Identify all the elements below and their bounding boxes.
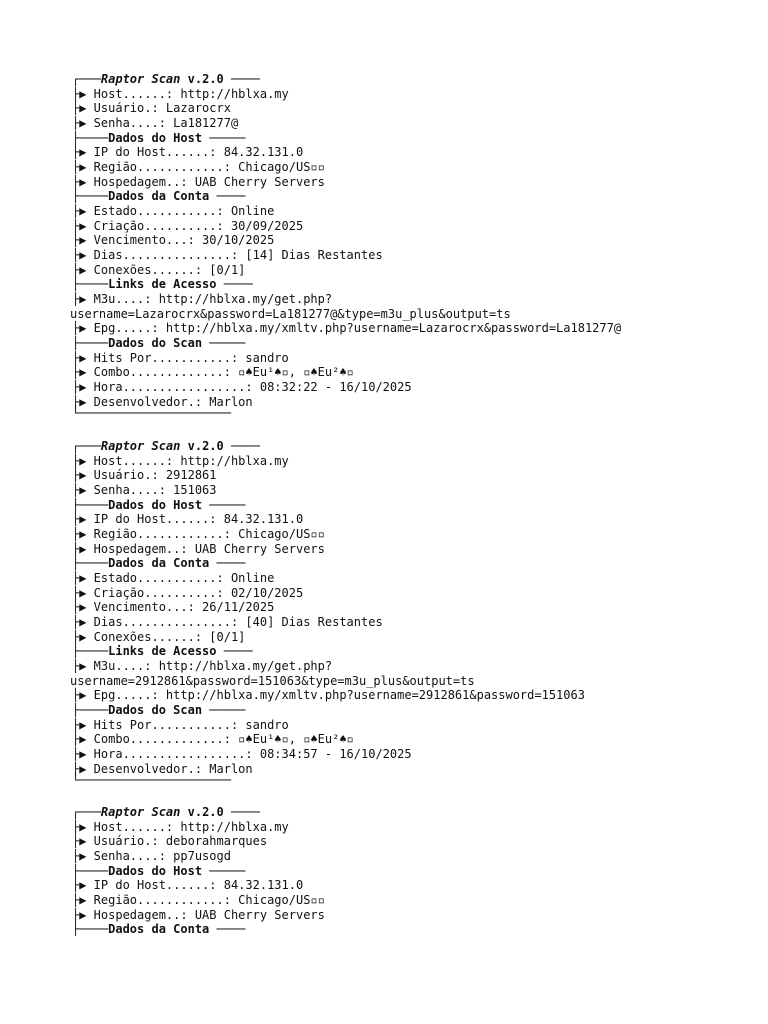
status-line: ▶ Estado...........: Online <box>79 204 275 219</box>
scan-title-version: v.2.0 <box>187 72 224 86</box>
expires-line: ▶ Vencimento...: 26/11/2025 <box>79 600 275 615</box>
ip-line: ▶ IP do Host......: 84.32.131.0 <box>79 878 304 893</box>
scan-record-1: ┌───Raptor Scan v.2.0 ──── ├▶ Host......: http://hblxa.my ├▶ Usuário.: Lazarocrx ├▶ Senha....: La181277@ ├────Dados do Host ───── ├▶ IP do Host......: 84.32.131.0 ├▶ Região............: Chicago/US▫▫ ├▶ Hospedagem..: UAB Cherry Servers ├────Dados da Conta ──── ├▶ Estado...........: Online ├▶ Criação..........: 30/09/2025 ├▶ Vencimento...: 30/10/2025 ├▶ Dias...............: [14] Dias Restantes ├▶ Conexões......: [0/1] ├────Links de Acesso ──── ├▶ M3u....: http://hblxa.my/get.php? username=Lazarocrx&password=La181277@&type=m3u_plus&output=ts ├▶ Epg.....: http://hblxa.my/xmltv.php?username=Lazarocrx&password=La181277@ ├────Dados do Scan ───── ├▶ Hits Por...........: sandro ├▶ Combo.............: ▫♠Eu¹♠▫, ▫♠Eu²♠▫ ├▶ Hora.................: 08:32:22 - 16/10/2025 ├▶ Desenvolvedor.: Marlon └───────────────────── <box>72 72 752 417</box>
scan-title: ┌───Raptor Scan v.2.0 ──── <box>72 439 260 453</box>
section-account-header: Dados da Conta <box>108 556 210 571</box>
box-bottom-border: └───────────────────── <box>72 406 231 421</box>
region-line: ▶ Região............: Chicago/US▫▫ <box>79 527 325 542</box>
scan-record-2: ┌───Raptor Scan v.2.0 ──── ├▶ Host......: http://hblxa.my ├▶ Usuário.: 2912861 ├▶ Senha....: 151063 ├────Dados do Host ───── ├▶ IP do Host......: 84.32.131.0 ├▶ Região............: Chicago/US▫▫ ├▶ Hospedagem..: UAB Cherry Servers ├────Dados da Conta ──── ├▶ Estado...........: Online ├▶ Criação..........: 02/10/2025 ├▶ Vencimento...: 26/11/2025 ├▶ Dias...............: [40] Dias Restantes ├▶ Conexões......: [0/1] ├────Links de Acesso ──── ├▶ M3u....: http://hblxa.my/get.php? username=2912861&password=151063&type=m3u_plus&output=ts ├▶ Epg.....: http://hblxa.my/xmltv.php?username=2912861&password=151063 ├────Dados do Scan ───── ├▶ Hits Por...........: sandro ├▶ Combo.............: ▫♠Eu¹♠▫, ▫♠Eu²♠▫ ├▶ Hora.................: 08:34:57 - 16/10/2025 ├▶ Desenvolvedor.: Marlon └───────────────────── <box>72 439 752 784</box>
box-bottom-border: └───────────────────── <box>72 773 231 788</box>
hosting-line: ▶ Hospedagem..: UAB Cherry Servers <box>79 907 325 922</box>
user-line: ▶ Usuário.: 2912861 <box>79 468 217 483</box>
scan-title-version: v.2.0 <box>187 439 224 453</box>
connections-line: ▶ Conexões......: [0/1] <box>79 262 246 277</box>
host-line: ▶ Host......: http://hblxa.my <box>79 86 289 101</box>
user-line: ▶ Usuário.: deborahmarques <box>79 834 268 849</box>
combo-line: ▶ Combo.............: ▫♠Eu¹♠▫, ▫♠Eu²♠▫ <box>79 365 354 380</box>
scan-title-name: Raptor Scan <box>100 805 181 819</box>
status-line: ▶ Estado...........: Online <box>79 571 275 586</box>
m3u-link-continuation: username=Lazarocrx&password=La181277@&type=m3u_plus&output=ts <box>70 306 511 321</box>
password-line: ▶ Senha....: La181277@ <box>79 116 239 131</box>
host-line: ▶ Host......: http://hblxa.my <box>79 453 289 468</box>
section-host-header: Dados do Host <box>108 497 203 512</box>
hosting-line: ▶ Hospedagem..: UAB Cherry Servers <box>79 541 325 556</box>
section-scan-header: Dados do Scan <box>108 703 203 718</box>
hits-line: ▶ Hits Por...........: sandro <box>79 717 289 732</box>
scan-title: ┌───Raptor Scan v.2.0 ──── <box>72 805 260 819</box>
scan-record-3: ┌───Raptor Scan v.2.0 ──── ├▶ Host......: http://hblxa.my ├▶ Usuário.: deborahmarques ├▶ Senha....: pp7usogd ├────Dados do Host ───── ├▶ IP do Host......: 84.32.131.0 ├▶ Região............: Chicago/US▫▫ ├▶ Hospedagem..: UAB Cherry Servers ├────Dados da Conta ──── <box>72 805 752 937</box>
section-links-header: Links de Acesso <box>108 277 217 292</box>
user-line: ▶ Usuário.: Lazarocrx <box>79 101 231 116</box>
hosting-line: ▶ Hospedagem..: UAB Cherry Servers <box>79 174 325 189</box>
scan-title-name: Raptor Scan <box>100 72 181 86</box>
section-scan-header: Dados do Scan <box>108 336 203 351</box>
epg-link-line: ▶ Epg.....: http://hblxa.my/xmltv.php?username=2912861&password=151063 <box>79 688 585 703</box>
section-host-header: Dados do Host <box>108 863 203 878</box>
region-line: ▶ Região............: Chicago/US▫▫ <box>79 893 325 908</box>
m3u-link-line: ▶ M3u....: http://hblxa.my/get.php? <box>79 292 333 307</box>
created-line: ▶ Criação..........: 02/10/2025 <box>79 585 304 600</box>
connections-line: ▶ Conexões......: [0/1] <box>79 629 246 644</box>
scan-title-version: v.2.0 <box>187 805 224 819</box>
developer-line: ▶ Desenvolvedor.: Marlon <box>79 761 253 776</box>
epg-link-line: ▶ Epg.....: http://hblxa.my/xmltv.php?username=Lazarocrx&password=La181277@ <box>79 321 622 336</box>
days-line: ▶ Dias...............: [40] Dias Restantes <box>79 615 383 630</box>
scan-title-name: Raptor Scan <box>100 439 181 453</box>
m3u-link-continuation: username=2912861&password=151063&type=m3u_plus&output=ts <box>70 673 475 688</box>
hits-line: ▶ Hits Por...........: sandro <box>79 350 289 365</box>
combo-line: ▶ Combo.............: ▫♠Eu¹♠▫, ▫♠Eu²♠▫ <box>79 732 354 747</box>
expires-line: ▶ Vencimento...: 30/10/2025 <box>79 233 275 248</box>
time-line: ▶ Hora.................: 08:34:57 - 16/10/2025 <box>79 747 412 762</box>
section-links-header: Links de Acesso <box>108 644 217 659</box>
region-line: ▶ Região............: Chicago/US▫▫ <box>79 160 325 175</box>
password-line: ▶ Senha....: 151063 <box>79 483 217 498</box>
section-account-header: Dados da Conta <box>108 189 210 204</box>
section-account-header: Dados da Conta <box>108 922 210 937</box>
host-line: ▶ Host......: http://hblxa.my <box>79 819 289 834</box>
scan-title: ┌───Raptor Scan v.2.0 ──── <box>72 72 260 86</box>
created-line: ▶ Criação..........: 30/09/2025 <box>79 218 304 233</box>
developer-line: ▶ Desenvolvedor.: Marlon <box>79 394 253 409</box>
days-line: ▶ Dias...............: [14] Dias Restantes <box>79 248 383 263</box>
ip-line: ▶ IP do Host......: 84.32.131.0 <box>79 145 304 160</box>
time-line: ▶ Hora.................: 08:32:22 - 16/10/2025 <box>79 380 412 395</box>
section-host-header: Dados do Host <box>108 130 203 145</box>
m3u-link-line: ▶ M3u....: http://hblxa.my/get.php? <box>79 659 333 674</box>
password-line: ▶ Senha....: pp7usogd <box>79 849 231 864</box>
ip-line: ▶ IP do Host......: 84.32.131.0 <box>79 512 304 527</box>
